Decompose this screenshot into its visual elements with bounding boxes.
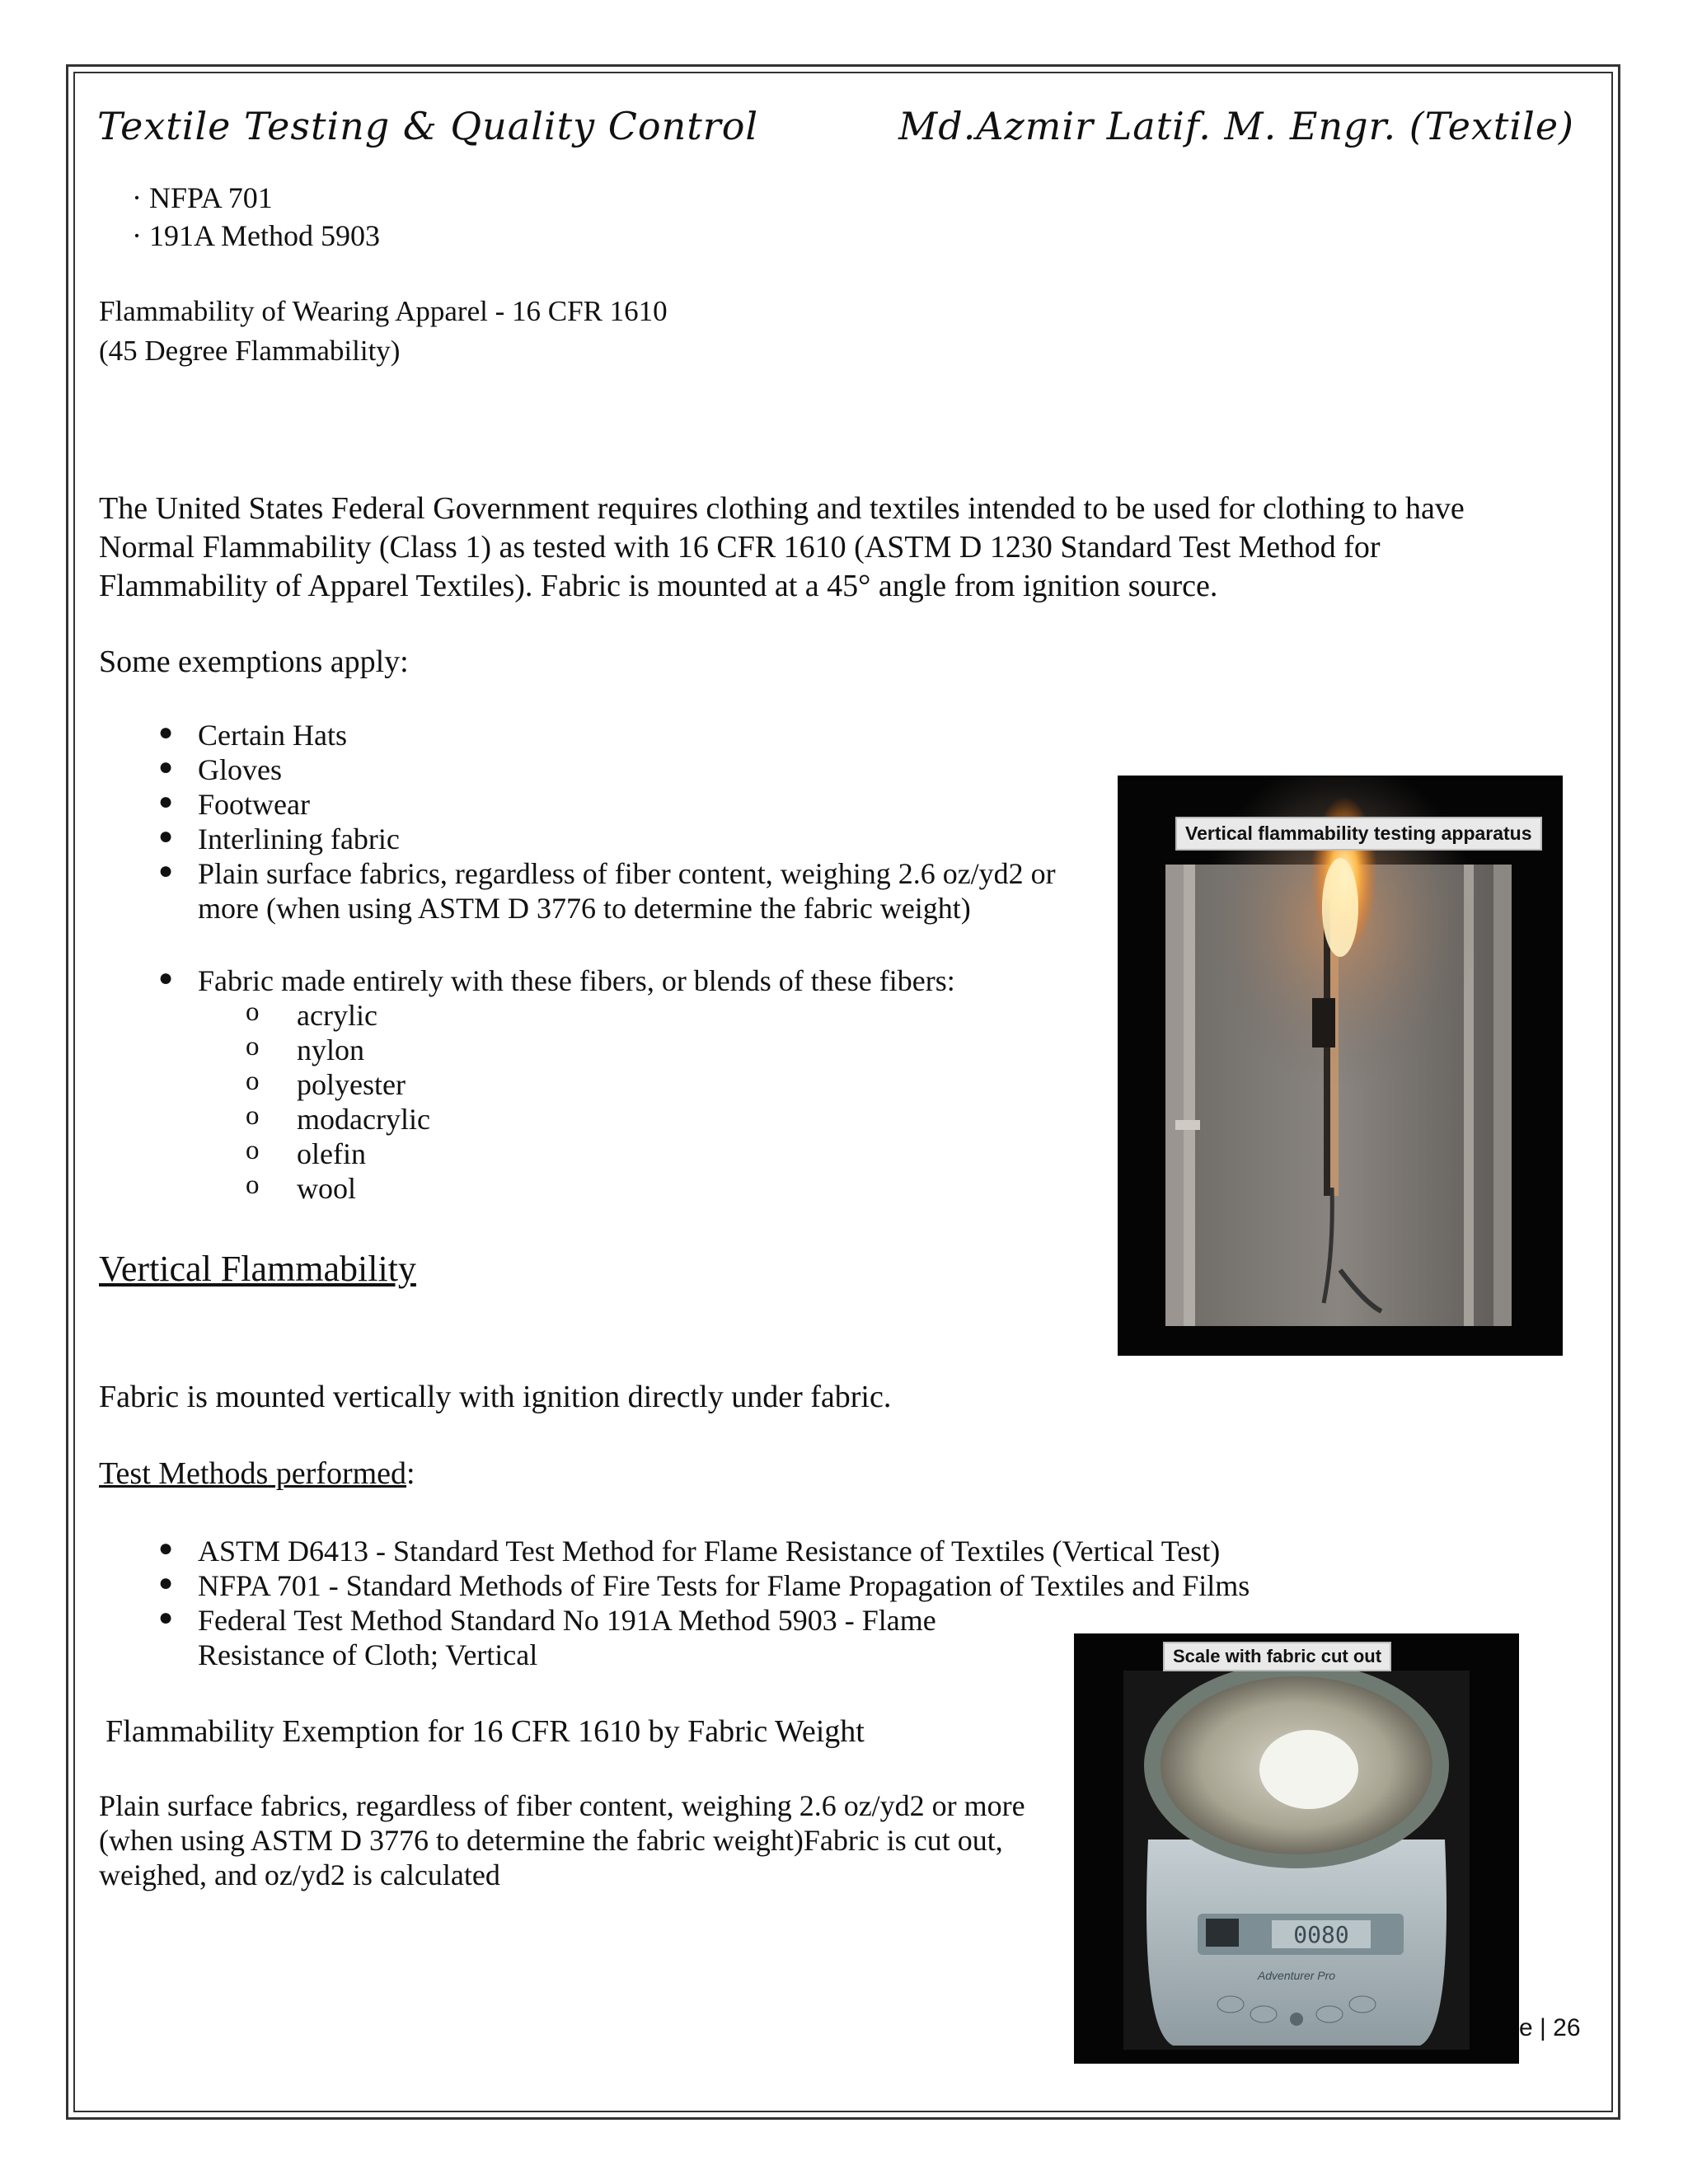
header-author: Md.Azmir Latif. M. Engr. (Textile) — [898, 104, 1574, 148]
section1-paragraph-line: The United States Federal Government requires clothing and textiles intended to be used for clothing to have — [99, 491, 1465, 526]
bullet: ● — [158, 719, 174, 746]
photo1-caption: Vertical flammability testing apparatus — [1175, 817, 1542, 851]
scale-display: 0080 — [1293, 1921, 1349, 1948]
sub-bullet: o — [246, 1136, 260, 1165]
section3-paragraph-line: Plain surface fabrics, regardless of fiber content, weighing 2.6 oz/yd2 or more — [99, 1789, 1025, 1822]
top-list-item: · 191A Method 5903 — [132, 219, 380, 252]
bullet: ● — [158, 1604, 174, 1631]
section1-subtitle: (45 Degree Flammability) — [99, 335, 401, 367]
fiber-item: polyester — [297, 1068, 406, 1101]
fiber-item: nylon — [297, 1033, 365, 1066]
bullet: ● — [158, 1535, 174, 1562]
test-method-item: Federal Test Method Standard No 191A Method 5903 - Flame — [198, 1604, 936, 1637]
exemption-item: Certain Hats — [198, 719, 347, 752]
fiber-item: modacrylic — [297, 1103, 430, 1136]
exemption-item: Plain surface fabrics, regardless of fiber content, weighing 2.6 oz/yd2 or — [198, 857, 1056, 890]
bullet: ● — [158, 964, 174, 991]
test-method-item-continuation: Resistance of Cloth; Vertical — [198, 1638, 538, 1671]
section3-paragraph-line: weighed, and oz/yd2 is calculated — [99, 1858, 500, 1891]
section1-paragraph-line: Flammability of Apparel Textiles). Fabric is mounted at a 45° angle from ignition source. — [99, 569, 1218, 603]
exemption-item-continuation: more (when using ASTM D 3776 to determine the fabric weight) — [198, 892, 971, 925]
apparatus-illustration — [1118, 776, 1563, 1356]
sub-bullet: o — [246, 1066, 260, 1096]
scale-photo — [1074, 1633, 1519, 2064]
test-method-item: NFPA 701 - Standard Methods of Fire Tests for Flame Propagation of Textiles and Films — [198, 1569, 1250, 1602]
sub-bullet: o — [246, 1032, 260, 1062]
sub-bullet: o — [246, 1170, 260, 1200]
vertical-flammability-photo — [1118, 776, 1563, 1356]
photo2-caption: Scale with fabric cut out — [1163, 1642, 1391, 1671]
bullet: ● — [158, 857, 174, 884]
bullet: ● — [158, 1569, 174, 1596]
exemption-item: Footwear — [198, 788, 310, 821]
section2-paragraph: Fabric is mounted vertically with ignition directly under fabric. — [99, 1380, 892, 1414]
test-method-item: ASTM D6413 - Standard Test Method for Flame Resistance of Textiles (Vertical Test) — [198, 1535, 1221, 1568]
top-list-item: · NFPA 701 — [132, 181, 273, 214]
sub-bullet: o — [246, 997, 260, 1027]
fiber-item: acrylic — [297, 999, 377, 1032]
vertical-flammability-heading: Vertical Flammability — [99, 1249, 416, 1289]
exemption-item: Fabric made entirely with these fibers, or blends of these fibers: — [198, 964, 955, 997]
exemptions-intro: Some exemptions apply: — [99, 644, 409, 679]
exemption-item: Interlining fabric — [198, 823, 400, 855]
page-number: e | 26 — [1519, 2014, 1581, 2041]
test-methods-label — [99, 1455, 415, 1493]
section1-paragraph-line: Normal Flammability (Class 1) as tested with 16 CFR 1610 (ASTM D 1230 Standard Test Method for — [99, 530, 1381, 565]
test-methods-label-text: Test Methods performed — [99, 1456, 407, 1491]
fiber-item: olefin — [297, 1137, 366, 1170]
section3-paragraph-line: (when using ASTM D 3776 to determine the fabric weight)Fabric is cut out, — [99, 1824, 1003, 1857]
scale-illustration — [1074, 1633, 1519, 2064]
sub-bullet: o — [246, 1101, 260, 1131]
scale-brand: Adventurer Pro — [1257, 1969, 1336, 1982]
test-methods-colon: : — [406, 1456, 415, 1491]
section3-heading: Flammability Exemption for 16 CFR 1610 by Fabric Weight — [106, 1714, 865, 1749]
bullet: ● — [158, 753, 174, 780]
header-title: Textile Testing & Quality Control — [97, 104, 759, 148]
fiber-item: wool — [297, 1172, 356, 1205]
bullet: ● — [158, 823, 174, 850]
bullet: ● — [158, 788, 174, 815]
exemption-item: Gloves — [198, 753, 282, 786]
section1-title: Flammability of Wearing Apparel - 16 CFR 1610 — [99, 295, 668, 327]
